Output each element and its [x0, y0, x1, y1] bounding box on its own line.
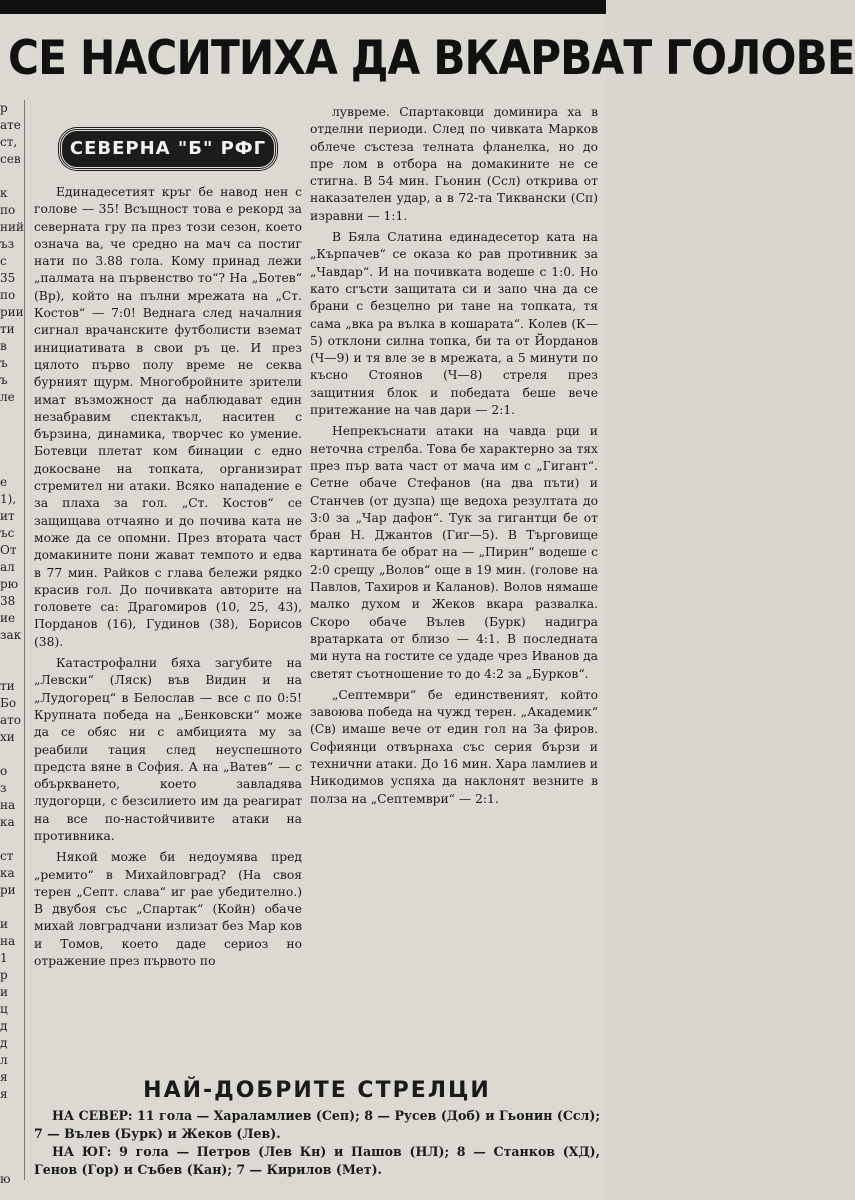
- left-fragment-line: ст: [0, 849, 14, 863]
- left-fragment-line: на: [0, 934, 16, 948]
- left-fragment-line: ний: [0, 220, 24, 234]
- left-fragment-line: на: [0, 798, 16, 812]
- top-scorers-title: НАЙ-ДОБРИТЕ СТРЕЛЦИ: [143, 1078, 491, 1103]
- left-fragment-line: ка: [0, 815, 15, 829]
- left-fragment-line: ато: [0, 713, 22, 727]
- left-fragment-line: [0, 457, 22, 474]
- left-fragment-line: ц: [0, 1002, 8, 1016]
- headline: СЕ НАСИТИХА ДА ВКАРВАТ ГОЛОВЕ: [8, 31, 855, 86]
- article-column-1: [34, 128, 302, 970]
- article-column-2: [310, 104, 598, 808]
- left-fragment-line: ри: [0, 883, 16, 897]
- left-fragment-line: 38: [0, 594, 16, 608]
- left-fragment-line: и: [0, 985, 8, 999]
- left-fragment-line: зак: [0, 628, 22, 642]
- left-fragment-line: ъ: [0, 373, 8, 387]
- left-fragment-line: ъс: [0, 526, 15, 540]
- left-fragment-line: д: [0, 1019, 8, 1033]
- left-fragment-line: ти: [0, 322, 15, 336]
- article-paragraph: Единадесетият кръг бе навод нен с голове — 35! Всъщност това е рекорд за северната гру па през този сезон, което означа ва, че средно на мач са постиг нати по 3.88 гола. Кому принад лежи „палмата на първенство то“? На „Ботев“ (Вр), който на пълни мрежата на „Ст. Костов“ — 7:0! Веднага след началния сигнал врачанските футболисти вземат инициативата в свои ръ це. И през цялото първо полу време не секва бурният щурм. Многобройните зрители имат възможност да наблюдават един незабравим спектакъл, наситен с бързина, динамика, творчес ко умение. Ботевци плетат ком бинации с едно докосване на топката, организират стремител ни атаки. Всяко нападение е за плаха за гол. „Ст. Костов“ се защищава отчаяно и до почива ката не може да се опомни. През втората част домакините пони жават темпото и едва в 77 мин. Райков с глава бележи рядко красив гол. До почивката авторите на головете са: Драгомиров (10, 25, 43), Порданов (16), Гудинов (38), Борисов (38).: [34, 185, 302, 649]
- column-divider: [24, 100, 25, 1180]
- left-fragment-line: [0, 1154, 22, 1171]
- left-fragment-line: Бо: [0, 696, 17, 710]
- article-paragraph: Катастрофални бяха загубите на „Левски“ (Ляск) във Видин и на „Лудогорец“ в Белослав — все с по 0:5! Крупната победа на „Бенковски“ може да се обяс ни с амбицията му за реабили тация след неуспешното предста вяне в София. А на „Ватев“ — с объркването, което завладява лудогорци, с безсилието им да реагират на все по-настойчивите атаки на противника.: [34, 656, 302, 843]
- left-fragment-line: по: [0, 203, 16, 217]
- left-fragment-line: [0, 440, 22, 457]
- top-rule: [0, 0, 606, 14]
- left-fragment-line: рю: [0, 577, 19, 591]
- left-fragment-line: [0, 406, 22, 423]
- left-fragment-line: ю: [0, 1172, 11, 1186]
- left-fragment-line: я: [0, 1087, 8, 1101]
- left-fragment-line: 35: [0, 271, 16, 285]
- article-paragraph: Някой може би недоумява пред „ремито“ в Михайловград? (На своя терен „Септ. слава“ иг рае убедително.) В двубоя със „Спартак“ (Койн) обаче михай ловградчани излизат без Мар ков и Томов, което даде сериоз но отражение през първото по: [34, 850, 302, 969]
- left-fragment-line: ле: [0, 390, 15, 404]
- scorers-south: НА ЮГ: 9 гола — Петров (Лев Кн) и Пашов (НЛ); 8 — Станков (ХД), Генов (Гор) и Събев (Кан); 7 — Кирилов (Мет).: [34, 1144, 600, 1177]
- left-fragment-line: [0, 831, 22, 848]
- left-fragment-line: [0, 168, 22, 185]
- left-fragment-line: [0, 1103, 22, 1120]
- left-fragment-line: р: [0, 968, 8, 982]
- left-fragment-line: [0, 746, 22, 763]
- left-fragment-line: ате: [0, 118, 21, 132]
- scorers-north: НА СЕВЕР: 11 гола — Хараламлиев (Сеп); 8 — Русев (Доб) и Гьонин (Ссл); 7 — Вълев (Бурк) и Жеков (Лев).: [34, 1108, 600, 1141]
- left-fragment-line: ка: [0, 866, 15, 880]
- left-fragment-line: ал: [0, 560, 15, 574]
- left-column-fragment: [0, 100, 22, 1200]
- left-fragment-line: ит: [0, 509, 15, 523]
- article-paragraph: лувреме. Спартаковци доминира ха в отделни периоди. След по чивката Марков облече състеза телната фланелка, но до пре лом в отбора на домакините не се стигна. В 54 мин. Гьонин (Ссл) открива от наказателен удар, а в 72-та Тиквански (Сп) изравни — 1:1.: [310, 105, 598, 223]
- left-fragment-line: ъ: [0, 356, 8, 370]
- top-scorers-box: [34, 1078, 600, 1198]
- left-fragment-line: [0, 1120, 22, 1137]
- left-fragment-line: [0, 423, 22, 440]
- left-fragment-line: рии: [0, 305, 24, 319]
- left-fragment-line: 1),: [0, 492, 17, 506]
- left-fragment-line: з: [0, 781, 7, 795]
- left-fragment-line: с: [0, 254, 7, 268]
- left-fragment-line: в: [0, 339, 7, 353]
- left-fragment-line: сев: [0, 152, 21, 166]
- article-paragraph: Непрекъснати атаки на чавда рци и неточна стрелба. Това бе характерно за тях през пър вата част от мача им с „Гигант“. Сетне обаче Стефанов (на два пъти) и Станчев (от дузпа) ще ведоха резултата до 3:0 за „Чар дафон“. Тук за гигантци бе от бран Н. Джантов (Гиг—5). В Търговище картината бе обрат на — „Пирин“ водеше с 2:0 срещу „Волов“ още в 19 мин. (голове на Павлов, Тахиров и Каланов). Волов нямаше малко духом и Жеков вкара развалка. Скоро обаче Вълев (Бурк) надигра вратарката от близо — 4:1. В последната ми нута на гостите се удаде чрез Иванов да светят съотношение то до 4:2 за „Бурков“.: [310, 424, 598, 681]
- left-fragment-line: ие: [0, 611, 16, 625]
- left-fragment-line: 1: [0, 951, 8, 965]
- top-scorers-list: [34, 1107, 600, 1179]
- left-fragment-line: ст,: [0, 135, 18, 149]
- left-fragment-line: ъз: [0, 237, 15, 251]
- left-fragment-line: [0, 899, 22, 916]
- article-paragraph: В Бяла Слатина единадесетор ката на „Кърпачев“ се оказа ко рав противник за „Чавдар“. И на почивката водеше с 1:0. Но като сгъсти защитата си и запо чна да се брани с безцелно ри тане на топката, тя сама „вка ра вълка в кошарата“. Колев (К—5) отклони силна топка, би та от Йорданов (Ч—9) и тя вле зе в мрежата, а 5 минути по късно Стоянов (Ч—8) стреля през защитния блок и победата беше вече притежание на чав дари — 2:1.: [310, 230, 598, 418]
- left-fragment-line: [0, 644, 22, 661]
- section-badge: СЕВЕРНА "Б" РФГ: [59, 128, 277, 170]
- left-fragment-line: о: [0, 764, 8, 778]
- left-fragment-line: к: [0, 186, 8, 200]
- left-fragment-line: р: [0, 101, 8, 115]
- left-fragment-line: по: [0, 288, 16, 302]
- left-fragment-line: я: [0, 1070, 8, 1084]
- left-fragment-line: От: [0, 543, 17, 557]
- left-fragment-line: д: [0, 1036, 8, 1050]
- left-fragment-line: е: [0, 475, 8, 489]
- left-fragment-line: л: [0, 1053, 8, 1067]
- left-fragment-line: и: [0, 917, 8, 931]
- left-fragment-line: [0, 1137, 22, 1154]
- left-fragment-line: хи: [0, 730, 15, 744]
- article-paragraph: „Септември“ бе единственият, който завоюва победа на чужд терен. „Академик“ (Св) имаше вече от един гол на За фиров. Софиянци отвърнаха със серия бързи и технични атаки. До 16 мин. Хара ламлиев и Никодимов успяха да наклонят везните в полза на „Септември“ — 2:1.: [310, 687, 598, 806]
- left-fragment-line: ти: [0, 679, 15, 693]
- left-fragment-line: [0, 661, 22, 678]
